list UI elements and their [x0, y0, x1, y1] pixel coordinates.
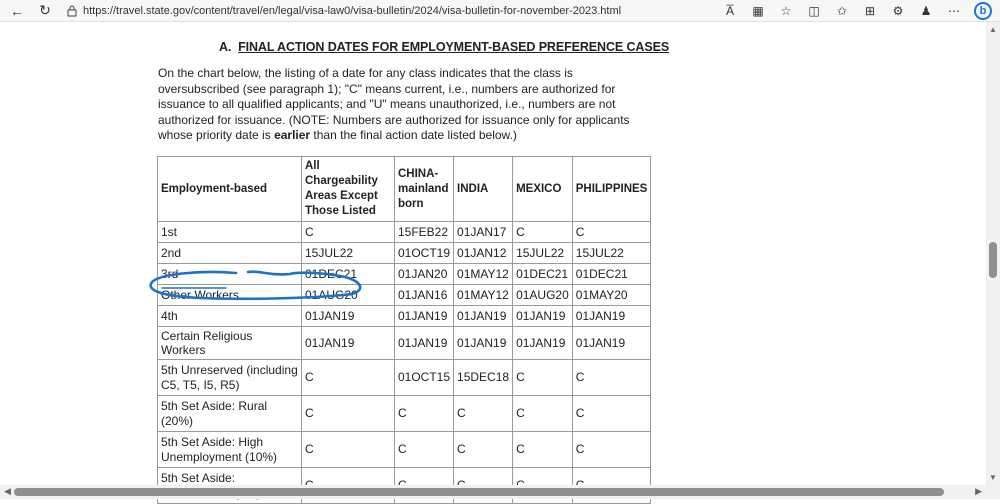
lock-icon[interactable]	[66, 5, 77, 17]
url-text[interactable]: https://travel.state.gov/content/travel/en/legal/visa-law0/visa-bulletin/2024/visa-bulletin-for-november-2023.html	[83, 4, 622, 17]
table-cell: 01JAN19	[302, 327, 395, 360]
table-cell: 01JAN19	[302, 306, 395, 327]
table-cell: 01JAN19	[572, 306, 651, 327]
scroll-down-icon[interactable]: ▼	[989, 473, 997, 482]
horizontal-scrollbar[interactable]	[0, 485, 1000, 499]
table-cell: C	[513, 396, 573, 432]
table-cell: Other Workers	[158, 285, 302, 306]
table-cell: C	[454, 396, 513, 432]
table-cell: 01DEC21	[302, 264, 395, 285]
page-content	[0, 22, 986, 485]
table-cell: C	[572, 222, 651, 243]
favorite-star-icon[interactable]: ☆	[780, 4, 792, 18]
heading-letter: A.	[219, 40, 232, 54]
table-row	[158, 243, 651, 264]
read-aloud-icon[interactable]: A̅	[725, 4, 734, 18]
table-cell: C	[454, 432, 513, 468]
table-cell: C	[302, 396, 395, 432]
address-bar[interactable]	[66, 2, 666, 20]
horizontal-scroll-thumb[interactable]	[14, 488, 944, 496]
table-cell: 5th Unreserved (including C5, T5, I5, R5)	[158, 360, 302, 396]
header-cell: PHILIPPINES	[572, 157, 651, 222]
intro-paragraph	[158, 66, 638, 144]
table-cell: 01MAY12	[454, 264, 513, 285]
table-cell: 01MAY12	[454, 285, 513, 306]
final-action-dates-table	[157, 156, 651, 504]
table-cell: 01JAN19	[454, 327, 513, 360]
browser-toolbar	[0, 0, 1000, 22]
table-cell: 01AUG20	[302, 285, 395, 306]
table-cell: 01JAN19	[513, 327, 573, 360]
table-cell: 01JAN17	[454, 222, 513, 243]
refresh-icon[interactable]: ↻	[39, 2, 51, 18]
table-cell: C	[302, 432, 395, 468]
favorites-list-icon[interactable]: ✩	[836, 4, 848, 18]
scroll-left-icon[interactable]: ◀	[4, 486, 11, 496]
extensions-icon[interactable]: ⚙	[892, 4, 904, 18]
paragraph-bold: earlier	[274, 128, 311, 143]
table-cell: 15JUL22	[302, 243, 395, 264]
table-cell: 4th	[158, 306, 302, 327]
split-screen-icon[interactable]: ◫	[808, 4, 820, 18]
table-cell: C	[572, 432, 651, 468]
table-cell: 01JAN19	[395, 306, 454, 327]
table-cell: 5th Set Aside: High Unemployment (10%)	[158, 432, 302, 468]
table-cell: C	[513, 432, 573, 468]
table-cell: C	[302, 360, 395, 396]
table-cell: 01JAN20	[395, 264, 454, 285]
more-icon[interactable]: ⋯	[948, 4, 960, 18]
profile-icon[interactable]: ♟	[920, 4, 932, 18]
heading-title: FINAL ACTION DATES FOR EMPLOYMENT-BASED PREFERENCE CASES	[238, 40, 670, 54]
table-row	[158, 285, 651, 306]
table-cell: 01MAY20	[572, 285, 651, 306]
table-cell: 01JAN19	[395, 327, 454, 360]
nav-buttons	[6, 0, 56, 22]
table-cell: 5th Set Aside:	[158, 468, 302, 504]
table-cell: 15FEB22	[395, 222, 454, 243]
vertical-scrollbar[interactable]	[986, 22, 1000, 485]
collections-icon[interactable]: ⊞	[864, 4, 876, 18]
table-cell: 2nd	[158, 243, 302, 264]
scroll-up-icon[interactable]: ▲	[989, 25, 997, 34]
table-cell: 15JUL22	[513, 243, 573, 264]
table-cell: C	[513, 360, 573, 396]
header-cell: MEXICO	[513, 157, 573, 222]
table-row	[158, 360, 651, 396]
table-cell: 01DEC21	[513, 264, 573, 285]
bing-icon[interactable]: b	[974, 2, 992, 20]
immersive-reader-icon[interactable]: ▦	[752, 4, 764, 18]
table-cell: C	[513, 222, 573, 243]
scroll-right-icon[interactable]: ▶	[975, 486, 982, 496]
table-cell: 01JAN19	[513, 306, 573, 327]
paragraph-main: On the chart below, the listing of a date for any class indicates that the class is oversubscribed (see paragraph 1); "C" means current, i.e., numbers are authorized for issuance to all qualified applicants; and "U" means unauthorized, i.e., numbers are not authorized for issuance. (NOTE: Numbers are authorized for issuance only for applicants whose priority date is	[158, 66, 630, 143]
back-icon[interactable]: ←	[10, 2, 24, 19]
vertical-scroll-thumb[interactable]	[989, 242, 997, 278]
table-cell: 01JAN19	[454, 306, 513, 327]
toolbar-right	[722, 0, 992, 22]
table-cell: 01AUG20	[513, 285, 573, 306]
table-row	[158, 222, 651, 243]
table-header-row	[158, 157, 651, 222]
table-cell: 01OCT19	[395, 243, 454, 264]
paragraph-end: than the final action date listed below.)	[310, 128, 517, 143]
table-row	[158, 264, 651, 285]
table-cell: C	[302, 222, 395, 243]
table-cell: 01OCT15	[395, 360, 454, 396]
table-cell: 15JUL22	[572, 243, 651, 264]
header-cell: CHINA-mainland born	[395, 157, 454, 222]
table-cell: C	[572, 396, 651, 432]
table-cell: 01JAN12	[454, 243, 513, 264]
table-cell: Certain Religious Workers	[158, 327, 302, 360]
table-cell: 01JAN19	[572, 327, 651, 360]
header-cell: All Chargeability Areas Except Those Listed	[302, 157, 395, 222]
table-row	[158, 306, 651, 327]
table-row	[158, 327, 651, 360]
section-heading	[219, 40, 669, 54]
table-cell: 1st	[158, 222, 302, 243]
table-cell: 01JAN16	[395, 285, 454, 306]
header-cell: INDIA	[454, 157, 513, 222]
table-cell: C	[395, 396, 454, 432]
table-row	[158, 432, 651, 468]
table-cell: 15DEC18	[454, 360, 513, 396]
table-row	[158, 396, 651, 432]
table-cell: 3rd	[158, 264, 302, 285]
table-cell: 01DEC21	[572, 264, 651, 285]
header-cell: Employment-based	[158, 157, 302, 222]
table-cell: 5th Set Aside: Rural (20%)	[158, 396, 302, 432]
table-cell: C	[572, 360, 651, 396]
table-cell: C	[395, 432, 454, 468]
